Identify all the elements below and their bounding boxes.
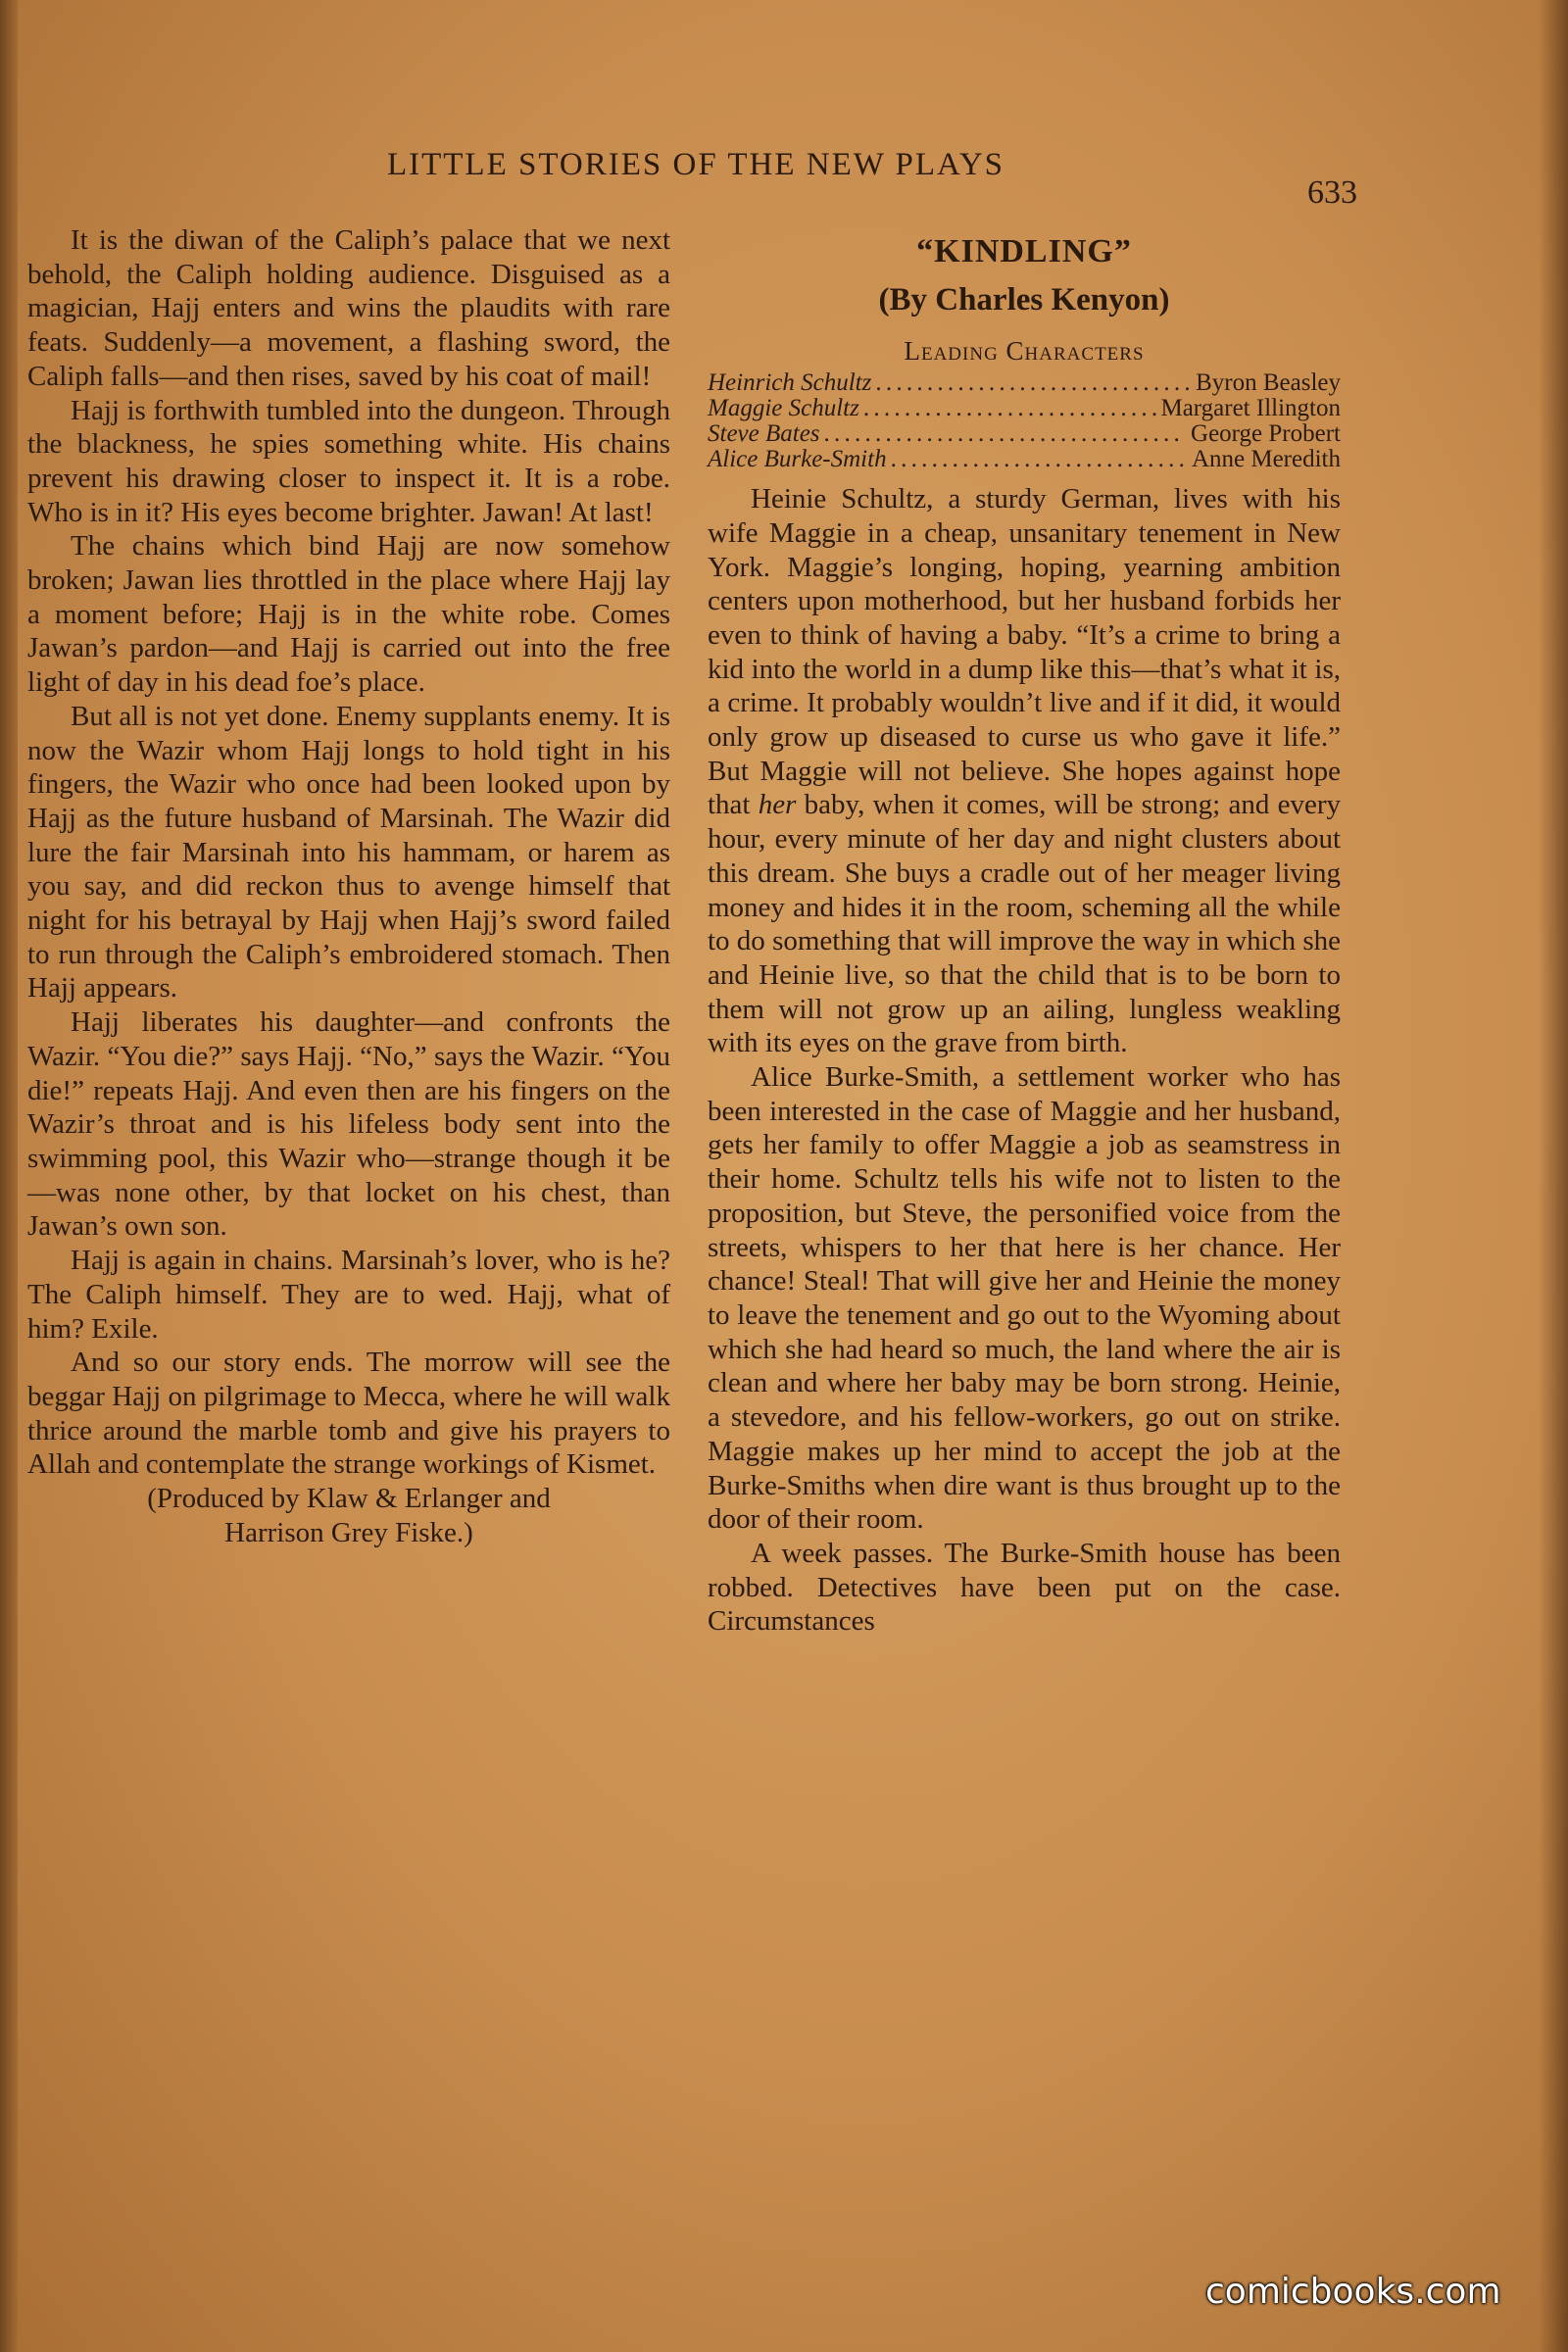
paragraph: And so our story ends. The morrow will see the beggar Hajj on pilgrimage to Mecca, where he will walk thrice around the marble tomb and give his prayers to Allah and contemplate the strange workings of Kismet. (27, 1347, 670, 1481)
paragraph: Hajj is forthwith tumbled into the dungeon. Through the blackness, he spies something white. His chains prevent his drawing closer to inspect it. It is a robe. Who is in it? His eyes become brighter. Jawan! At last! (27, 394, 670, 528)
cast-role: Steve Bates (708, 420, 820, 448)
cast-role: Maggie Schultz (708, 395, 859, 422)
book-spine (0, 0, 18, 2352)
cast-actor: Anne Meredith (1191, 446, 1341, 473)
leader-dots (824, 421, 1188, 447)
cast-entry (708, 396, 1341, 421)
cast-role: Heinrich Schultz (708, 369, 872, 397)
paragraph: Alice Burke-Smith, a settlement worker who has been interested in the case of Maggie and her husband, gets her family to offer Maggie a job as seamstress in their home. Schultz tells his wife not to listen to the proposition, but Steve, the personified voice from the streets, whispers to her that here is her chance. Her chance! Steal! That will give her and Heinie the money to leave the tenement and go out to the Wyoming about which she had heard so much, the land where the air is clean and where her baby may be born strong. Heinie, a stevedore, and his fellow-workers, go out on strike. Maggie makes up her mind to accept the job at the Burke-Smiths when dire want is thus brought up to the door of their room. (708, 1061, 1341, 1536)
cast-actor: Margaret Illington (1160, 395, 1341, 422)
play-byline: (By Charles Kenyon) (878, 281, 1170, 318)
cast-entry (708, 447, 1341, 472)
running-head: LITTLE STORIES OF THE NEW PLAYS (386, 147, 1005, 182)
paragraph: Hajj liberates his daughter—and confronts the Wazir. “You die?” says Hajj. “No,” says the Wazir. “You die!” repeats Hajj. And even then are his fingers on the Wazir’s throat and is his lifeless body sent into the swimming pool, this Wazir who—strange though it be—was none other, by that locket on his chest, than Jawan’s own son. (27, 1006, 670, 1243)
cast-entry (708, 370, 1341, 396)
paragraph: It is the diwan of the Caliph’s palace that we next behold, the Caliph holding audience. Disguised as a magician, Hajj enters and wins the plaudits with rare feats. Suddenly—a movement, a flashing sword, the Caliph falls—and then rises, saved by his coat of mail! (27, 224, 670, 392)
cast-role: Alice Burke-Smith (708, 446, 887, 473)
site-watermark: comicbooks.com (1205, 2272, 1501, 2312)
leader-dots (863, 396, 1157, 421)
paragraph-text: baby, when it comes, will be strong; and every hour, every minute of her day and night clusters about this dream. She buys a cradle out of her meager living money and hides it in the room, scheming all the while to do something that will improve the way in which she and Heinie live, so that the child that is to be born to them will not grow up an ailing, lungless weakling with its eyes on the grave from birth. (708, 789, 1341, 1059)
cast-actor: George Probert (1191, 420, 1341, 448)
emphasized-word: her (758, 789, 797, 821)
play-title: “KINDLING” (916, 233, 1132, 270)
page-edge-shadow (1539, 0, 1568, 2352)
leader-dots (891, 447, 1188, 472)
cast-entry (708, 421, 1341, 447)
paragraph: The chains which bind Hajj are now somehow broken; Jawan lies throttled in the place where Hajj lay a moment before; Hajj is in the white robe. Comes Jawan’s pardon—and Hajj is carried out into the free light of day in his dead foe’s place. (27, 530, 670, 699)
paragraph: Hajj is again in chains. Marsinah’s lover, who is he? The Caliph himself. They are to wed. Hajj, what of him? Exile. (27, 1245, 670, 1345)
leading-characters-heading: Leading Characters (904, 336, 1145, 367)
cast-actor: Byron Beasley (1196, 369, 1341, 397)
producer-credit-line-2: Harrison Grey Fiske.) (224, 1516, 473, 1548)
left-column (27, 223, 670, 1549)
producer-credit-line-1: (Produced by Klaw & Erlanger and (147, 1483, 551, 1515)
paragraph-text: Heinie Schultz, a sturdy German, lives with his wife Maggie in a cheap, unsanitary tenement in New York. Maggie’s longing, hoping, yearning ambition centers upon motherhood, but her husband forbids her even to think of having a baby. “It’s a crime to bring a kid into the world in a dump like this—that’s what it is, a crime. It probably wouldn’t live and if it did, it would only grow up diseased to curse us who gave it life.” But Maggie will not believe. She hopes against hope that (708, 483, 1341, 821)
paragraph: A week passes. The Burke-Smith house has been robbed. Detectives have been put on the case. Circumstances (708, 1537, 1341, 1638)
cast-list (708, 370, 1341, 472)
paragraph (708, 482, 1341, 1060)
right-column (708, 235, 1341, 1639)
leader-dots (875, 370, 1192, 396)
page-number: 633 (1307, 174, 1357, 211)
paragraph: But all is not yet done. Enemy supplants enemy. It is now the Wazir whom Hajj longs to hold tight in his fingers, the Wazir who once had been looked upon by Hajj as the future husband of Marsinah. The Wazir did lure the fair Marsinah into his hammam, or harem as you say, and did reckon thus to avenge himself that night for his betrayal by Hajj when Hajj’s sword failed to run through the Caliph’s embroidered stomach. Then Hajj appears. (27, 700, 670, 1004)
